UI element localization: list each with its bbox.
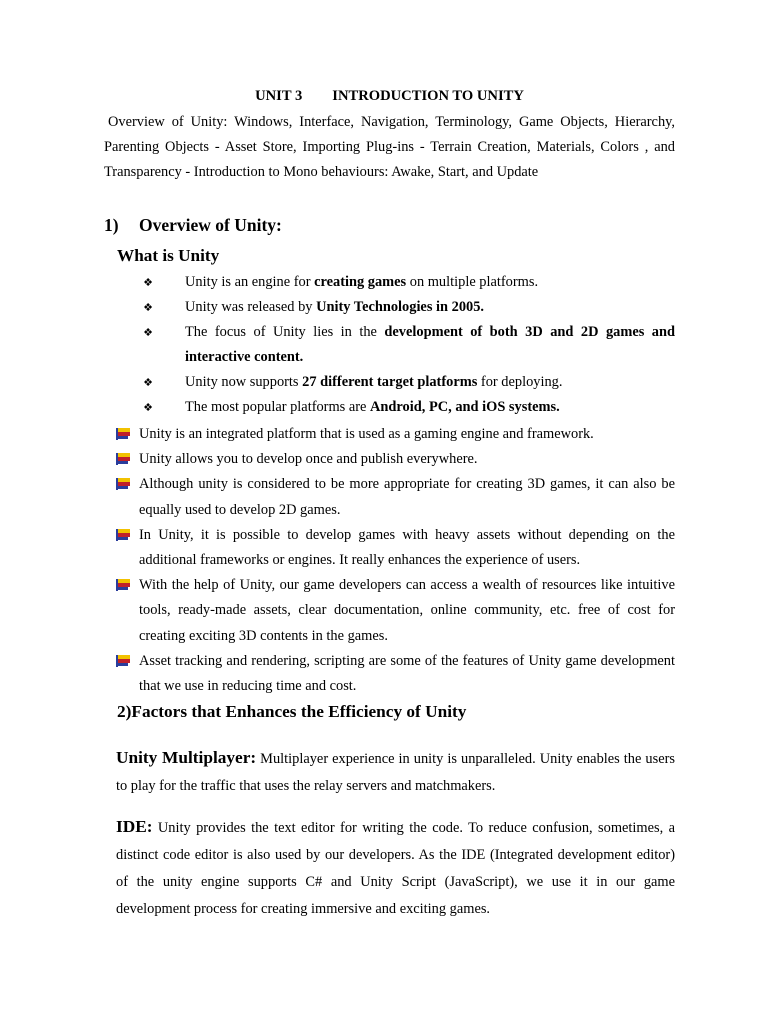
flag-bullet-icon [115, 452, 130, 466]
section-1-heading [104, 213, 282, 237]
list-item: ❖ Unity was released by Unity Technologies in 2005. [141, 295, 675, 320]
what-is-unity-heading: What is Unity [117, 246, 220, 265]
unit-number: UNIT 3 [255, 88, 303, 104]
list-item: ❖ Unity now supports 27 different target platforms for deploying. [141, 370, 675, 395]
flag-bullet-icon [115, 427, 130, 441]
page-title [104, 86, 675, 106]
section-2-heading: 2)Factors that Enhances the Efficiency of Unity [117, 702, 467, 721]
ide-lead: IDE: [116, 817, 153, 836]
flag-bullet-list [115, 422, 675, 699]
list-item: ❖ The most popular platforms are Android, PC, and iOS systems. [141, 395, 675, 420]
multiplayer-paragraph: Unity Multiplayer: Multiplayer experience in unity is unparalleled. Unity enables the users to play for the traffic that uses the relay servers and matchmakers. [116, 748, 675, 794]
diamond-bullet-list [141, 270, 675, 420]
list-item: ❖ The focus of Unity lies in the development of both 3D and 2D games and interactive content. [141, 320, 675, 370]
section-1-number: 1) [104, 215, 119, 235]
diamond-bullet-icon: ❖ [143, 326, 153, 339]
unit-overview-paragraph: Overview of Unity: Windows, Interface, Navigation, Terminology, Game Objects, Hierarchy, Parenting Objects - Asset Store, Importing Plug-ins - Terrain Creation, Materials, Colors , and Transparency - Introduction to Mono behaviours: Awake, Start, and Update [104, 114, 675, 181]
ide-paragraph: IDE: Unity provides the text editor for writing the code. To reduce confusion, sometimes, a distinct code editor is also used by our developers. As the IDE (Integrated development editor) of the unity engine supports C# and Unity Script (JavaScript), we use it in our game development process for creating immersive and exciting games. [116, 817, 675, 917]
multiplayer-lead: Unity Multiplayer: [116, 748, 257, 767]
diamond-bullet-icon: ❖ [143, 276, 153, 289]
diamond-bullet-icon: ❖ [143, 401, 153, 414]
list-item: Unity allows you to develop once and publish everywhere. [115, 447, 675, 472]
flag-bullet-icon [115, 477, 130, 491]
flag-bullet-icon [115, 528, 130, 542]
flag-bullet-icon [115, 654, 130, 668]
list-item: Although unity is considered to be more appropriate for creating 3D games, it can also be equally used to develop 2D games. [115, 472, 675, 522]
flag-bullet-icon [115, 578, 130, 592]
section-1-title: Overview of Unity: [139, 215, 282, 235]
list-item: Asset tracking and rendering, scripting are some of the features of Unity game development that we use in reducing time and cost. [115, 649, 675, 699]
list-item: ❖ Unity is an engine for creating games on multiple platforms. [141, 270, 675, 295]
list-item: Unity is an integrated platform that is used as a gaming engine and framework. [115, 422, 675, 447]
list-item: In Unity, it is possible to develop games with heavy assets without depending on the additional frameworks or engines. It really enhances the experience of users. [115, 523, 675, 573]
list-item: With the help of Unity, our game developers can access a wealth of resources like intuitive tools, ready-made assets, clear documentation, online community, etc. free of cost for creating exciting 3D contents in the games. [115, 573, 675, 649]
diamond-bullet-icon: ❖ [143, 301, 153, 314]
diamond-bullet-icon: ❖ [143, 376, 153, 389]
unit-title: INTRODUCTION TO UNITY [332, 88, 524, 104]
